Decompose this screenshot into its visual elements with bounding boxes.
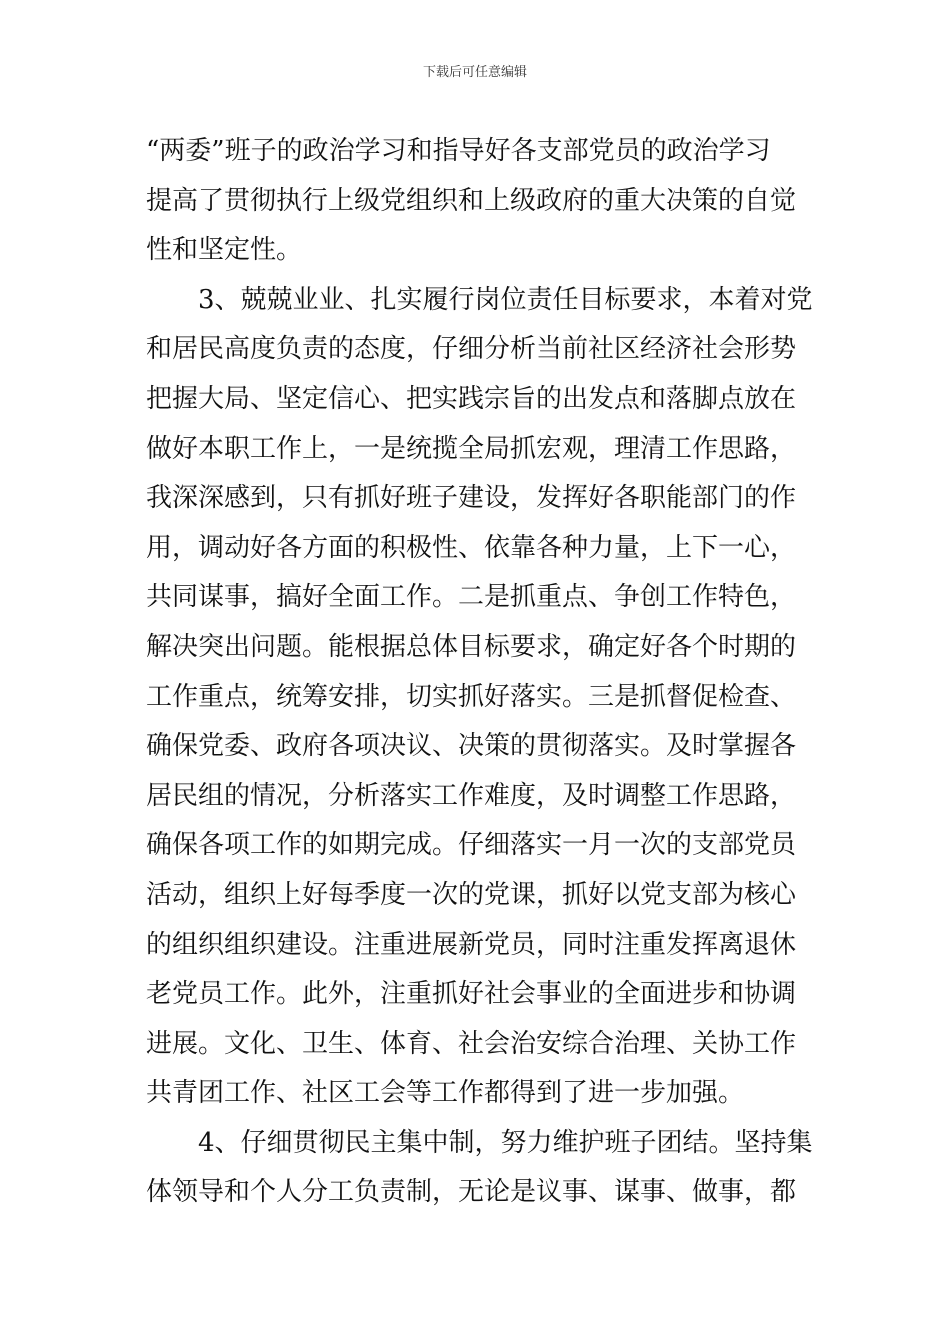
text-line: 用，调动好各方面的积极性、依靠各种力量，上下一心， [146,532,797,563]
paragraph-3-start: 3、兢兢业业、扎实履行岗位责任目标要求，本着对党 [198,284,813,315]
text-line: 确保党委、政府各项决议、决策的贯彻落实。及时掌握各 [146,731,797,762]
text-line: 做好本职工作上，一是统揽全局抓宏观，理清工作思路， [146,433,797,464]
text-line: 提高了贯彻执行上级党组织和上级政府的重大决策的自觉 [146,185,797,216]
paragraph-4-start: 4、仔细贯彻民主集中制，努力维护班子团结。坚持集 [198,1127,813,1158]
text-line: 活动，组织上好每季度一次的党课，抓好以党支部为核心 [146,879,797,910]
text-line: 进展。文化、卫生、体育、社会治安综合治理、关协工作 [146,1028,797,1059]
text-line: 的组织组织建设。注重进展新党员，同时注重发挥离退休 [146,929,797,960]
text-line: 把握大局、坚定信心、把实践宗旨的出发点和落脚点放在 [146,383,797,414]
text-line: 确保各项工作的如期完成。仔细落实一月一次的支部党员 [146,830,797,861]
text-line: 工作重点，统筹安排，切实抓好落实。三是抓督促检查、 [146,681,797,712]
text-line: 居民组的情况，分析落实工作难度，及时调整工作思路， [146,780,797,811]
text-line: 共青团工作、社区工会等工作都得到了进一步加强。 [146,1078,745,1109]
text-line: 体领导和个人分工负责制，无论是议事、谋事、做事，都 [146,1177,797,1208]
text-line: 老党员工作。此外，注重抓好社会事业的全面进步和协调 [146,979,797,1010]
text-line: 共同谋事，搞好全面工作。二是抓重点、争创工作特色， [146,582,797,613]
page-header: 下载后可任意编辑 [422,65,527,80]
text-line: “两委”班子的政治学习和指导好各支部党员的政治学习 [146,136,771,166]
text-line: 性和坚定性。 [146,235,303,266]
document-body [146,127,816,1218]
text-line: 我深深感到，只有抓好班子建设，发挥好各职能部门的作 [146,483,797,514]
text-line: 和居民高度负责的态度，仔细分析当前社区经济社会形势 [146,334,797,365]
text-line: 解决突出问题。能根据总体目标要求，确定好各个时期的 [146,631,797,662]
